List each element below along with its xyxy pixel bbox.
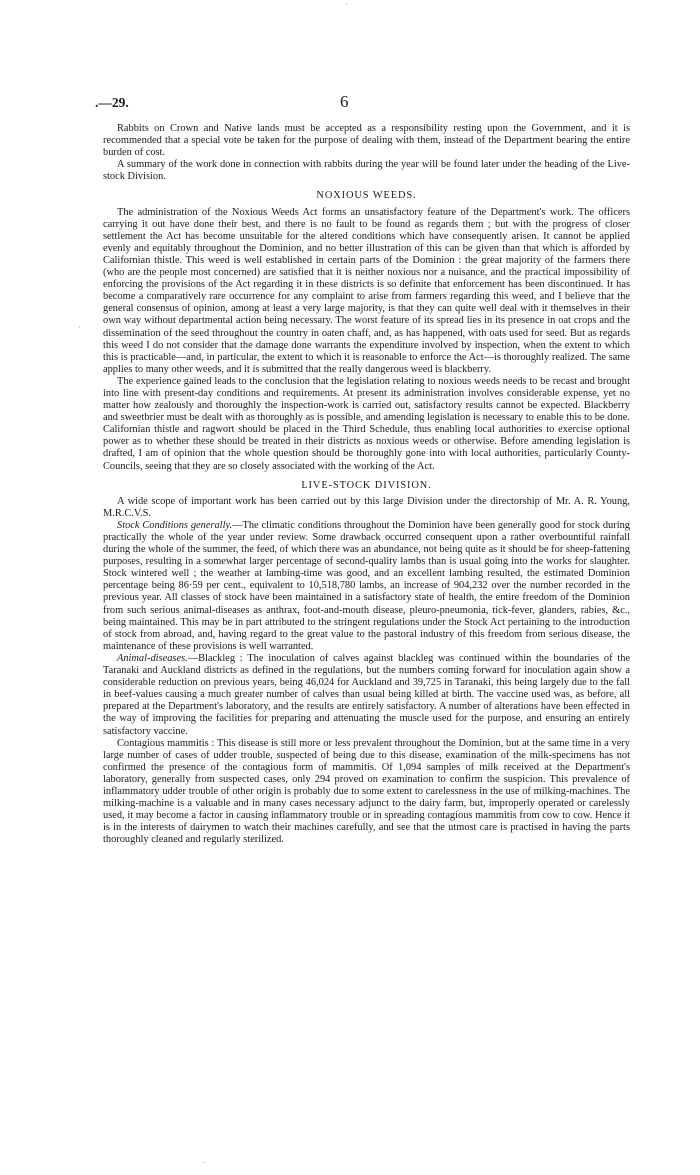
contagious-mammitis-paragraph: Contagious mammitis : This disease is still more or less prevalent throughout the Dominion, but at the same time in a very large number of cases of udder trouble, suspected of being due to this disease, examination of the milk-specimens has not confirmed the presence of the contagious form of mammitis. Of 1,094 samples of milk received at the Department's laboratory, generally from suspected cases, only 294 proved on examination to confirm the suspicion. This prevalence of inflammatory udder trouble of other origin is probably due to some extent to carelessness in the use of milking-machines. The milking-machine is a valuable and in many cases necessary adjunct to the dairy farm, but, improperly operated or carelessly used, it may become a factor in causing inflammatory trouble or in spreading contagious mammitis from cow to cow. Hence it is in the interests of dairymen to watch their machines carefully, and see that the utmost care is practised in having the parts thoroughly cleaned and regularly sterilized. <box>103 737 630 846</box>
page-body <box>103 123 630 846</box>
noxious-weeds-paragraph: The administration of the Noxious Weeds Act forms an unsatisfactory feature of the Department's work. The officers carrying it out have done their best, and there is no fault to be found as regards them ; but with the progress of closer settlement the Act has become unsuitable for the altered conditions which have consequently arisen. It cannot be applied evenly and equitably throughout the Dominion, and no better illustration of this can be given than that which is afforded by Californian thistle. This weed is well established in certain parts of the Dominion : the great majority of the farmers there (who are the people most concerned) are satisfied that it is neither noxious nor a nuisance, and the practical impossibility of enforcing the provisions of the Act regarding it in these districts is so definite that enforcement has been discontinued. It has become a comparatively rare occurrence for any complaint to arise from farmers regarding this weed, and I believe that the general consensus of opinion, among at least a very large majority, is that they can quite well deal with it themselves in their own way without departmental action being necessary. The worst feature of its spread lies in its presence in oat crops and the dissemination of the seed throughout the country in oaten chaff, and, as has happened, with oats used for seed. But as regards this weed I do not consider that the damage done warrants the expenditure involved by inspection, when the extent to which this is practicable—and, in particular, the extent to which it is reasonable to enforce the Act—is thoroughly realized. The same applies to many other weeds, and it is submitted that the really dangerous weed is blackberry. <box>103 206 630 375</box>
noxious-weeds-heading: NOXIOUS WEEDS. <box>316 190 417 202</box>
stock-conditions-paragraph <box>103 520 630 653</box>
live-stock-intro-paragraph: A wide scope of important work has been carried out by this large Division under the directorship of Mr. A. R. Young, M.R.C.V.S. <box>103 495 630 519</box>
scan-speck: · <box>345 0 348 9</box>
rabbits-summary-paragraph: A summary of the work done in connection with rabbits during the year will be found later under the heading of the Live-stock Division. <box>103 159 630 183</box>
page-number: 6 <box>340 92 349 111</box>
animal-diseases-label: Animal-diseases. <box>117 652 188 664</box>
scan-speck: · <box>78 323 81 332</box>
rabbits-paragraph: Rabbits on Crown and Native lands must be accepted as a responsibility resting upon the Government, and it is recommended that a special vote be taken for the purpose of dealing with them, instead of the Department bearing the entire burden of cost. <box>103 123 630 159</box>
animal-diseases-text: —Blackleg : The inoculation of calves against blackleg was continued within the boundaries of the Taranaki and Auckland districts as defined in the regulations, but the numbers coming forward for inoculation again show a considerable reduction on previous years, being 46,024 for Auckland and 39,725 in Taranaki, this being largely due to the fall in beef-values causing a much greater number of calves than usual being killed at birth. The vaccine used was, as before, all prepared at the Department's laboratory, and the results are entirely satisfactory. A number of alterations have been effected in the way of improving the facilities for preparing and attenuating the muscle used for the purpose, and ensuring an entirely satisfactory vaccine. <box>103 652 630 737</box>
noxious-weeds-paragraph: The experience gained leads to the conclusion that the legislation relating to noxious weeds needs to be recast and brought into line with present-day conditions and requirements. At present its administration involves considerable expense, yet no matter how zealously and thoroughly the inspection-work is carried out, satisfactory results cannot be expected. Blackberry and sweetbrier must be dealt with as thoroughly as is possible, and amending legislation is necessary to enable this to be done. Californian thistle and ragwort should be placed in the Third Schedule, thus enabling local authorities to exercise optional power as to whether these should be treated in their districts as noxious weeds or otherwise. Before amending legislation is drafted, I am of opinion that the whole question should be thoroughly gone into with local authorities, particularly County-Councils, seeing that they are so closely associated with the working of the Act. <box>103 375 630 472</box>
page-header <box>95 92 630 115</box>
stock-conditions-label: Stock Conditions generally. <box>117 519 233 531</box>
animal-diseases-paragraph <box>103 653 630 738</box>
stock-conditions-text: —The climatic conditions throughout the Dominion have been generally good for stock during practically the whole of the year under review. Some drawback occurred consequent upon a rather overbountiful rainfall during the whole of the summer, the feed, of which there was an abundance, not being quite as it should be for sheep-fattening purposes, resulting in a somewhat larger percentage of second-quality lambs than is usual going into the works for slaughter. Stock wintered well ; the weather at lambing-time was good, and an excellent lambing resulted, the estimated Dominion percentage being 86·59 per cent., equivalent to 10,518,780 lambs, an increase of 904,232 over the number recorded in the previous year. All classes of stock have been maintained in a satisfactory state of health, the entire freedom of the Dominion from such serious animal-diseases as anthrax, foot-and-mouth disease, pleuro-pneumonia, tick-fever, glanders, rabies, &c., being maintained. This may be in part attributed to the stringent regulations under the Stock Act pertaining to the introduction of stock from abroad, and, having regard to the great value to the pastoral industry of this freedom from serious disease, the maintenance of these provisions is well warranted. <box>103 519 630 652</box>
document-reference: .—29. <box>95 95 129 110</box>
scan-speck: · <box>203 1158 206 1167</box>
live-stock-heading: LIVE-STOCK DIVISION. <box>301 479 432 491</box>
